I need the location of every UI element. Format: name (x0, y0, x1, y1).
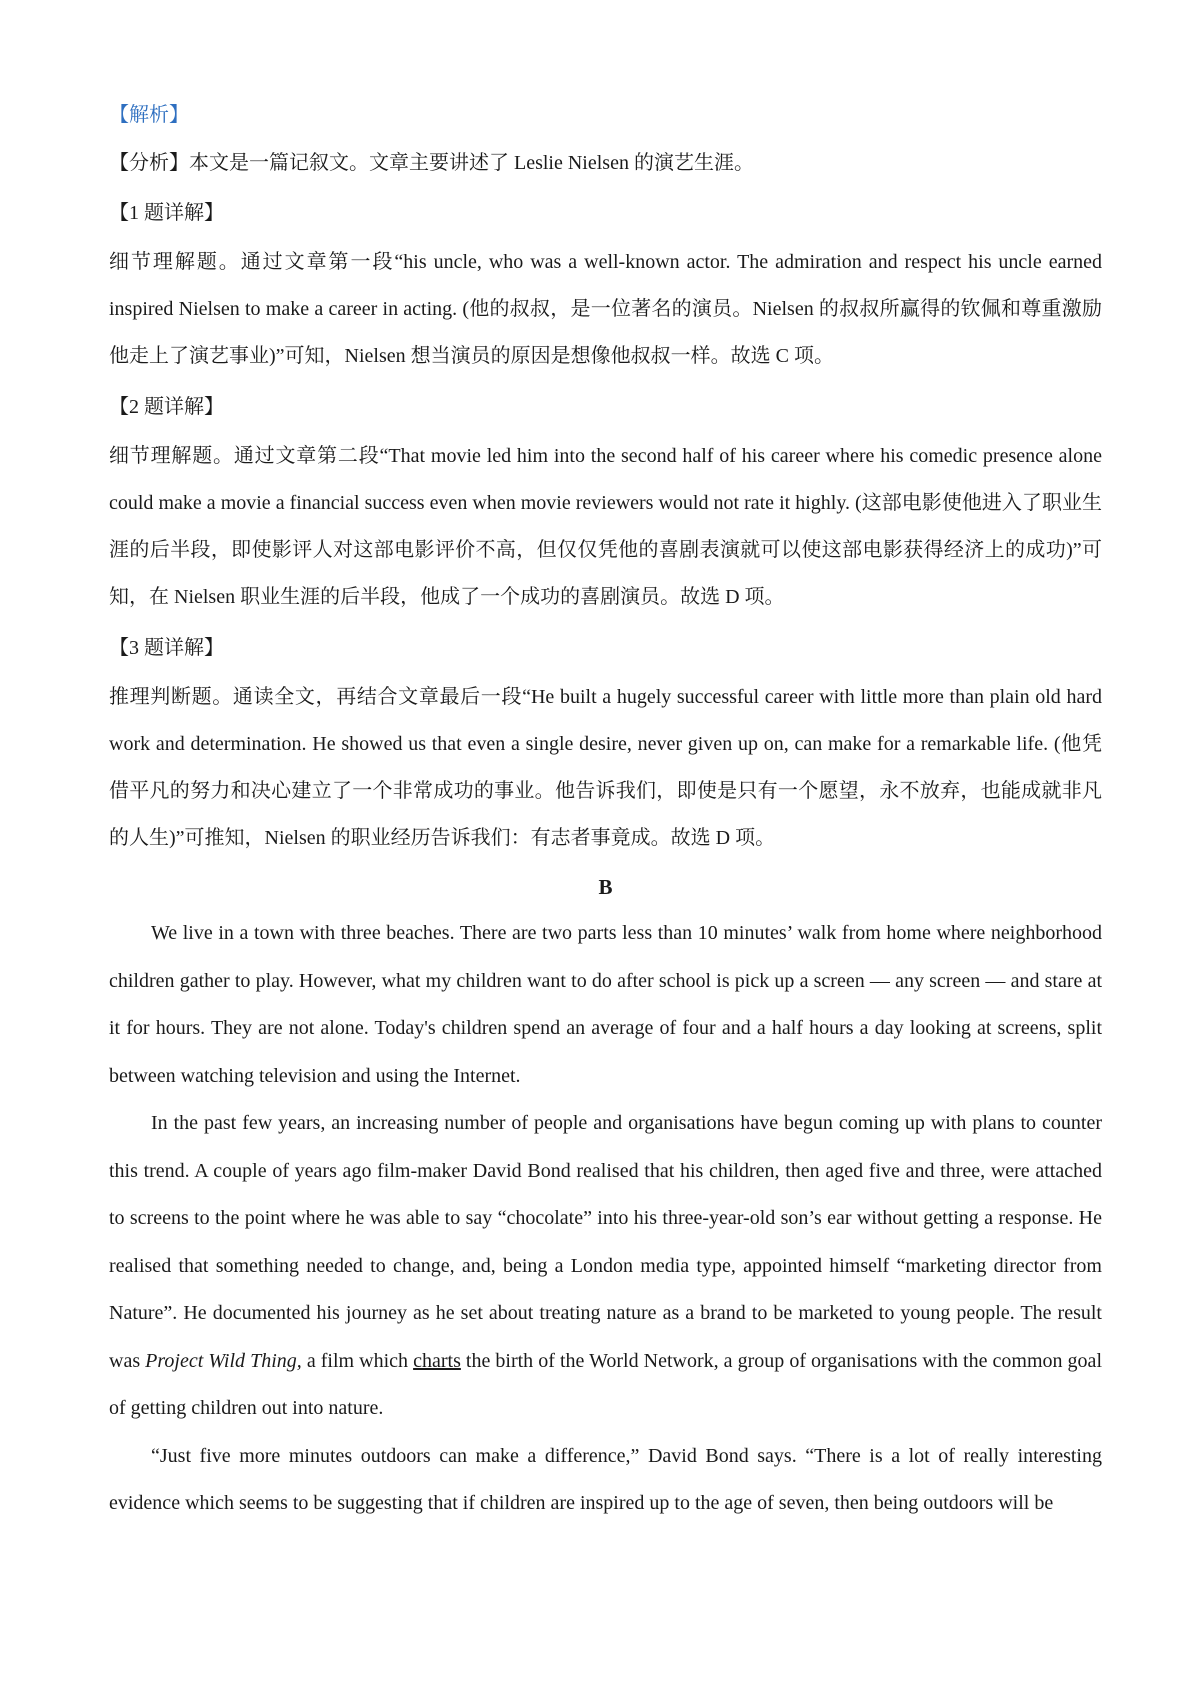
section-b-title: B (598, 875, 613, 899)
analysis-label: 【解析】 (109, 104, 189, 126)
q3-explanation: 推理判断题。通读全文，再结合文章最后一段“He built a hugely successful career with little more than plain old hard work and determination. He showed us that even a single desire, never given up on, can make for a remarkable life. (他凭借平凡的努力和决心建立了一个非常成功的事业。他告诉我们，即使是只有一个愿望，永不放弃，也能成就非凡的人生)”可推知，Nielsen 的职业经历告诉我们：有志者事竟成。故选 D 项。 (109, 686, 1102, 849)
passage-paragraph-3-text: “Just five more minutes outdoors can make a difference,” David Bond says. “There is a lot of really interesting evidence which seems to be suggesting that if children are inspired up to the age of seven, then being outdoors will be (109, 1444, 1102, 1514)
film-title: Project Wild Thing, (145, 1349, 302, 1372)
q1-heading: 【1 题详解】 (109, 202, 224, 224)
passage-paragraph-2-text-c: the birth of the World Network, a group of organisations with the common goal of getting children out into nature. (109, 1349, 1102, 1419)
q3-heading: 【3 题详解】 (109, 637, 224, 659)
q2-explanation: 细节理解题。通过文章第二段“That movie led him into the second half of his career where his comedic presence alone could make a movie a financial success even when movie reviewers would not rate it highly. (这部电影使他进入了职业生涯的后半段，即使影评人对这部电影评价不高，但仅仅凭他的喜剧表演就可以使这部电影获得经济上的成功)”可知，在 Nielsen 职业生涯的后半段，他成了一个成功的喜剧演员。故选 D 项。 (109, 445, 1102, 608)
passage-paragraph-1-text: We live in a town with three beaches. There are two parts less than 10 minutes’ walk from home where neighborhood children gather to play. However, what my children want to do after school is pick up a screen — any screen — and stare at it for hours. They are not alone. Today's children spend an average of four and a half hours a day looking at screens, split between watching television and using the Internet. (109, 922, 1102, 1087)
passage-paragraph-3 (109, 1433, 1102, 1528)
q1-explanation: 细节理解题。通过文章第一段“his uncle, who was a well-known actor. The admiration and respect his uncle earned inspired Nielsen to make a career in acting. (他的叔叔，是一位著名的演员。Nielsen 的叔叔所赢得的钦佩和尊重激励他走上了演艺事业)”可知，Nielsen 想当演员的原因是想像他叔叔一样。故选 C 项。 (109, 251, 1102, 367)
underlined-word: charts (413, 1349, 461, 1372)
passage-paragraph-2-text-a: In the past few years, an increasing number of people and organisations have begun coming up with plans to counter this trend. A couple of years ago film-maker David Bond realised that his children, then aged five and three, were attached to screens to the point where he was able to say “chocolate” into his three-year-old son’s ear without getting a response. He realised that something needed to change, and, being a London media type, appointed himself “marketing director from Nature”. He documented his journey as he set about treating nature as a brand to be marketed to young people. The result was (109, 1112, 1102, 1372)
passage-paragraph-1 (109, 910, 1102, 1100)
passage-paragraph-2-text-b: a film which (301, 1349, 414, 1372)
passage-paragraph-2 (109, 1100, 1102, 1433)
analysis-summary: 【分析】本文是一篇记叙文。文章主要讲述了 Leslie Nielsen 的演艺生涯。 (109, 152, 754, 174)
q2-heading: 【2 题详解】 (109, 396, 224, 418)
